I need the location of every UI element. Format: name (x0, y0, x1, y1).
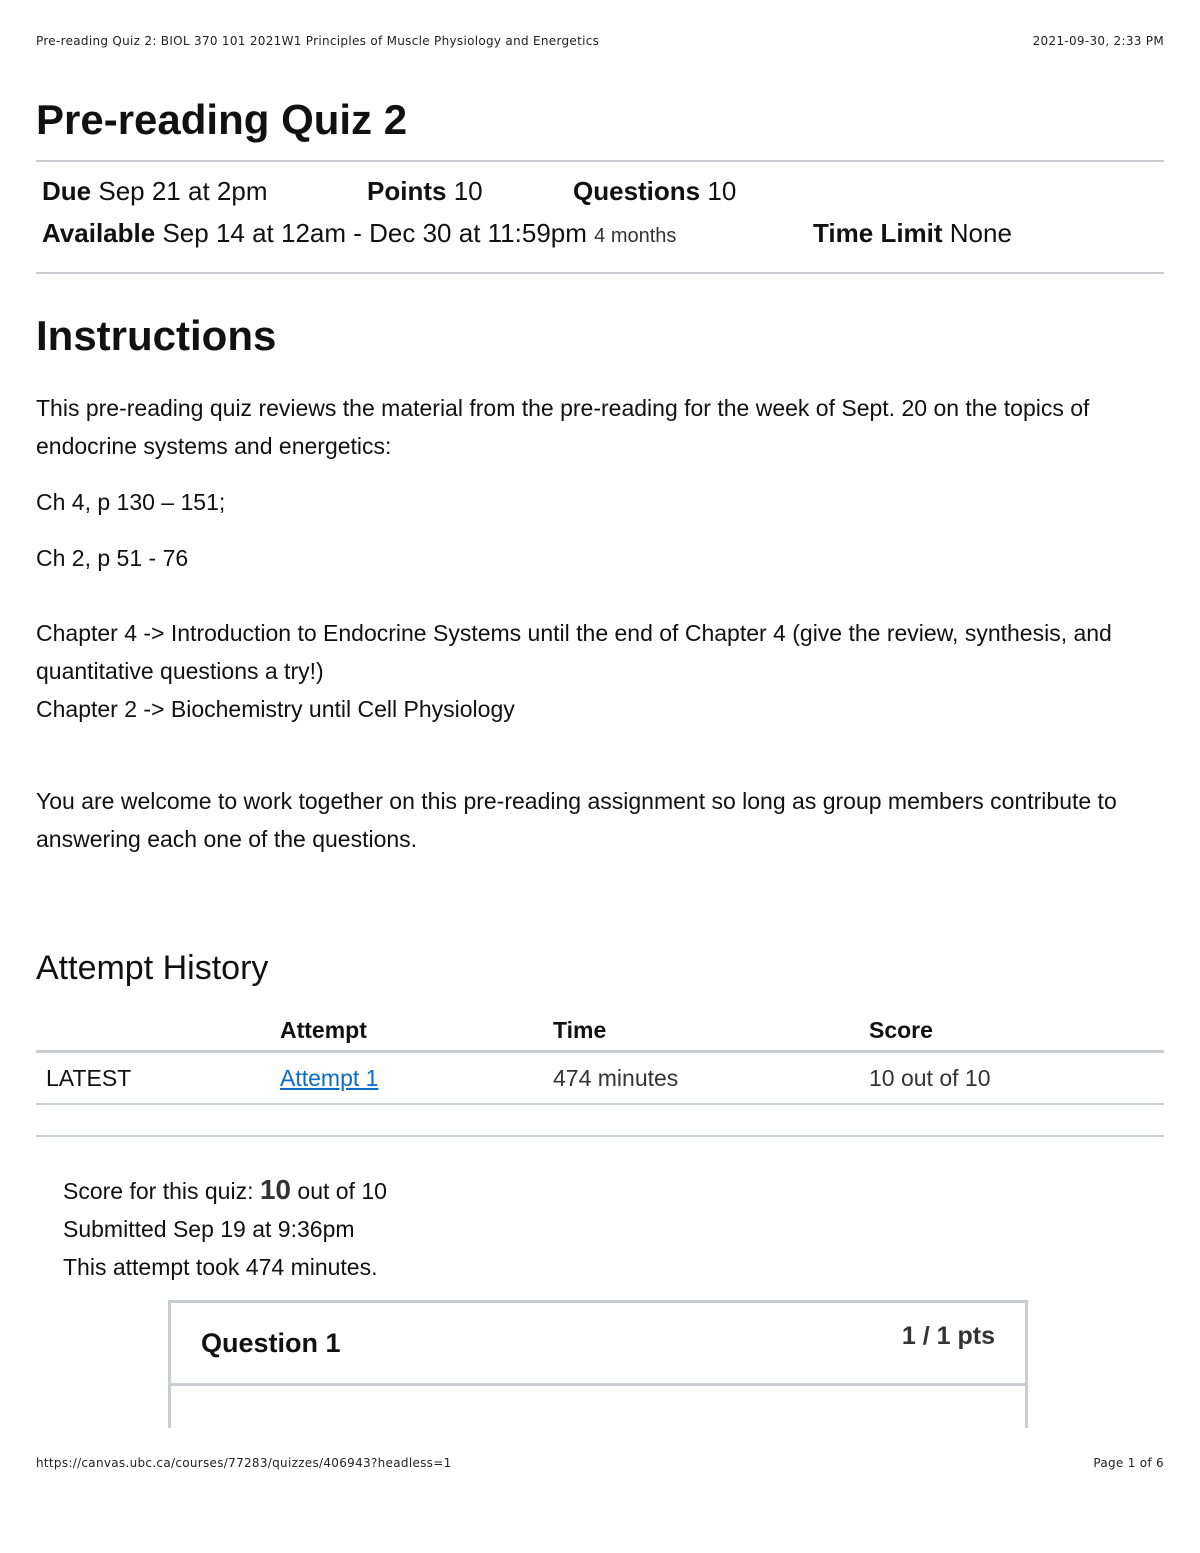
questions-value: 10 (707, 176, 737, 206)
page-bottom-margin (0, 1428, 1200, 1553)
question-points: 1 / 1 pts (901, 1321, 995, 1350)
print-header (36, 34, 1164, 48)
meta-row-2 (42, 218, 1158, 260)
attempt-history-header-row (36, 1010, 1164, 1052)
score-suffix: out of 10 (297, 1178, 387, 1204)
score-value: 10 (259, 1174, 292, 1205)
attempt-cell (270, 1052, 543, 1105)
attempt-history-heading: Attempt History (36, 949, 269, 987)
table-row (36, 1052, 1164, 1105)
instructions-chapter-2-range: Chapter 2 -> Biochemistry until Cell Physiology (36, 696, 515, 722)
meta-divider (36, 272, 1164, 274)
time-limit-info (813, 218, 1012, 249)
instructions-body (36, 389, 1164, 858)
attempt-score: 10 out of 10 (859, 1052, 1164, 1105)
attempt-time: 474 minutes (543, 1052, 859, 1105)
print-url: https://canvas.ubc.ca/courses/77283/quizzes/406943?headless=1 (36, 1456, 452, 1470)
instructions-chapter-4-range: Chapter 4 -> Introduction to Endocrine Systems until the end of Chapter 4 (give the review, synthesis, and quantitative questions a try!) (36, 620, 1112, 684)
available-info (42, 218, 813, 249)
attempt-1-link[interactable]: Attempt 1 (280, 1064, 379, 1091)
score-summary (36, 1137, 1164, 1286)
due-info (42, 176, 367, 207)
instructions-chapter-4-pages: Ch 4, p 130 – 151; (36, 489, 226, 515)
available-label: Available (42, 218, 156, 248)
column-header-status (36, 1010, 270, 1052)
score-line (63, 1171, 1164, 1210)
instructions-chapter-2-pages: Ch 2, p 51 - 76 (36, 545, 189, 571)
available-duration: 4 months (594, 225, 677, 247)
column-header-attempt: Attempt (270, 1010, 543, 1052)
instructions-group-note: You are welcome to work together on this pre-reading assignment so long as group members contribute to answering each one of the questions. (36, 788, 1117, 852)
question-header (171, 1303, 1025, 1386)
points-label: Points (367, 176, 447, 206)
quiz-meta (36, 162, 1164, 272)
print-page-number: Page 1 of 6 (1093, 1456, 1164, 1470)
print-datetime: 2021-09-30, 2:33 PM (1032, 34, 1164, 48)
score-prefix: Score for this quiz: (63, 1178, 254, 1204)
meta-row-1 (42, 176, 1158, 218)
print-footer (36, 1456, 1164, 1470)
submitted-line: Submitted Sep 19 at 9:36pm (63, 1216, 355, 1242)
duration-line: This attempt took 474 minutes. (63, 1254, 378, 1280)
column-header-time: Time (543, 1010, 859, 1052)
instructions-heading: Instructions (36, 312, 277, 359)
time-limit-value: None (949, 218, 1012, 248)
page-title: Pre-reading Quiz 2 (36, 96, 408, 143)
due-value: Sep 21 at 2pm (98, 176, 268, 206)
attempt-status: LATEST (36, 1052, 270, 1105)
time-limit-label: Time Limit (813, 218, 943, 248)
points-value: 10 (453, 176, 483, 206)
question-title: Question 1 (201, 1327, 341, 1358)
due-label: Due (42, 176, 92, 206)
questions-info (573, 176, 736, 207)
instructions-paragraph: This pre-reading quiz reviews the material from the pre-reading for the week of Sept. 20 on the topics of endocrine systems and energetics: (36, 395, 1090, 459)
print-page-title: Pre-reading Quiz 2: BIOL 370 101 2021W1 Principles of Muscle Physiology and Energetics (36, 34, 600, 48)
available-value: Sep 14 at 12am - Dec 30 at 11:59pm (162, 218, 587, 248)
attempt-history-table (36, 1010, 1164, 1105)
questions-label: Questions (573, 176, 701, 206)
points-info (367, 176, 573, 207)
column-header-score: Score (859, 1010, 1164, 1052)
quiz-content (36, 90, 1164, 1286)
